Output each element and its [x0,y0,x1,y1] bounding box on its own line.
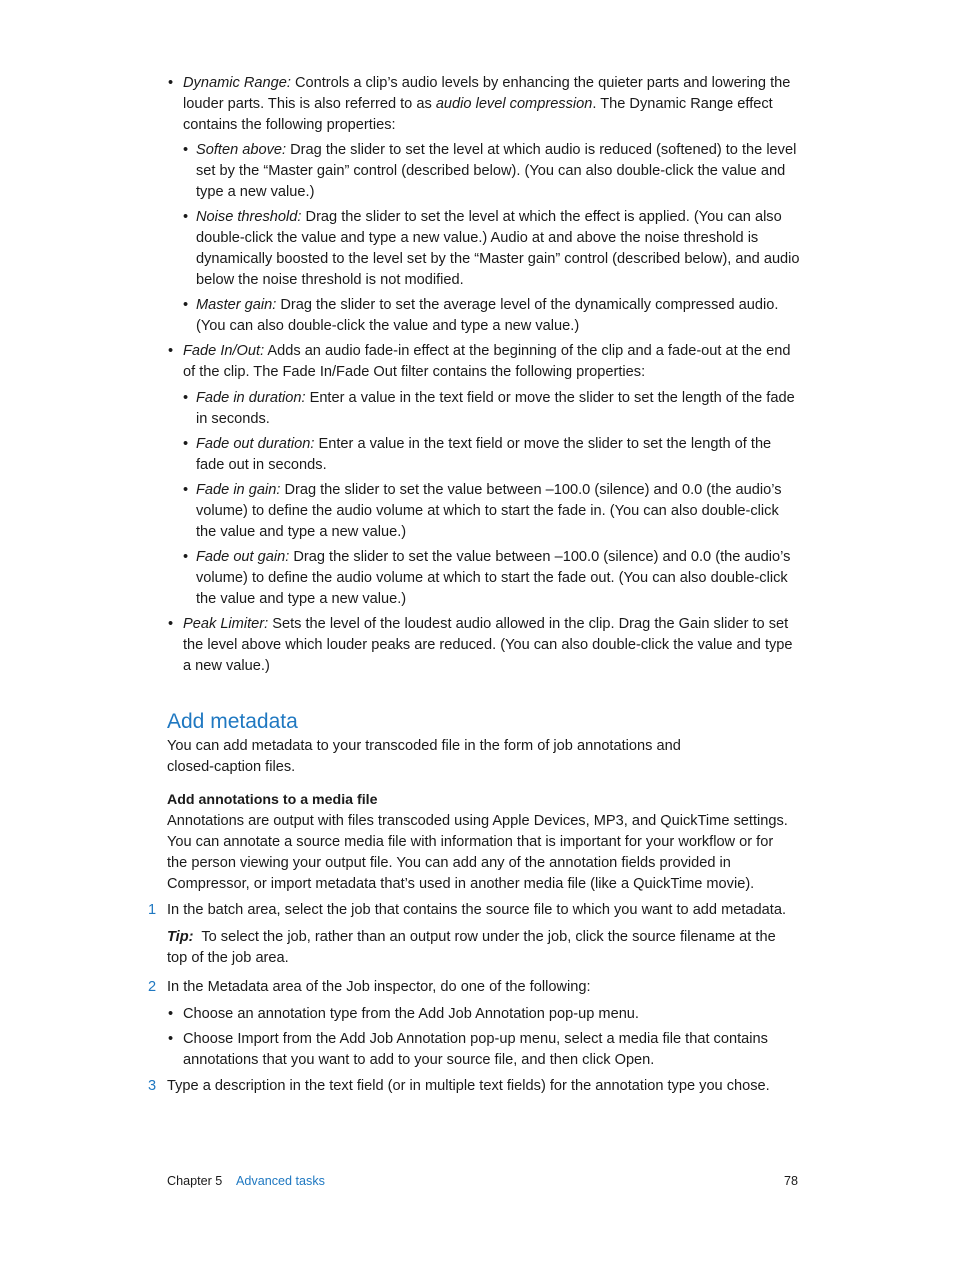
step-text: In the batch area, select the job that contains the source file to which you want to add metadata. [167,902,786,918]
term: Soften above: [196,142,287,158]
list-item-text: Fade In/Out: Adds an audio fade-in effect at the beginning of the clip and a fade-out at the end of the clip. The Fade In/Fade Out filter contains the following properties: [183,343,791,380]
bullet: • [168,75,174,91]
task-heading: Add annotations to a media file [167,792,378,808]
list-item-text: Fade out gain: Drag the slider to set the value between –100.0 (silence) and 0.0 (the audio’s volume) to define the audio volume at which to start the fade out. (You can also double-click the value and type a new value.) [196,549,791,607]
list-item-text: Noise threshold: Drag the slider to set the level at which the effect is applied. (You can also double-click the value and type a new value.) Audio at and above the noise threshold is dynamically boosted to the level set by the “Master gain” control (described below), and audio below the noise threshold is not modified. [196,209,800,288]
term: Fade out gain: [196,549,290,565]
bullet: • [183,436,189,452]
tip-text: To select the job, rather than an output row under the job, click the source filename at the top of the job area. [167,929,780,966]
term: Master gain: [196,297,277,313]
bullet: • [168,1006,174,1022]
bullet: • [168,1031,174,1047]
task-body: Annotations are output with files transcoded using Apple Devices, MP3, and QuickTime settings. You can annotate a source media file with information that is important for your workflow or for the person viewing your output file. You can add any of the annotation fields provided in Compressor, or import metadata that’s used in another media file (like a QuickTime movie). [167,813,788,892]
bullet: • [183,549,189,565]
term: Peak Limiter: [183,616,269,632]
list-item-text: Dynamic Range: Controls a clip’s audio levels by enhancing the quieter parts and lowering the louder parts. This is also referred to as audio level compression. The Dynamic Range effect contains the following properties: [183,75,791,133]
tip [167,927,797,969]
list-item-text: Fade out duration: Enter a value in the text field or move the slider to set the length of the fade out in seconds. [196,436,772,473]
step-number: 2 [148,979,157,995]
list-item-text: Choose Import from the Add Job Annotation pop-up menu, select a media file that contains annotations that you want to add to your source file, and then click Open. [183,1031,768,1068]
list-item-text: Peak Limiter: Sets the level of the loudest audio allowed in the clip. Drag the Gain slider to set the level above which louder peaks are reduced. (You can also double-click the value and type a new value.) [183,616,793,674]
list-item-text: Soften above: Drag the slider to set the level at which audio is reduced (softened) to the level set by the “Master gain” control (described below). (You can also double-click the value and type a new value.) [196,142,797,200]
list-item-text: Fade in gain: Drag the slider to set the value between –100.0 (silence) and 0.0 (the audio’s volume) to define the audio volume at which to start the fade in. (You can also double-click the value and type a new value.) [196,482,782,540]
bullet: • [183,390,189,406]
list-item-text: Fade in duration: Enter a value in the text field or move the slider to set the length of the fade in seconds. [196,390,795,427]
footer-chapter: Chapter 5 [167,1174,223,1188]
bullet: • [183,297,189,313]
term: Fade in gain: [196,482,281,498]
term: Fade In/Out: [183,343,265,359]
bullet: • [168,616,174,632]
tip-label: Tip: [167,929,194,945]
term: Dynamic Range: [183,75,291,91]
step-number: 1 [148,902,157,918]
footer-chapter-link[interactable]: Advanced tasks [236,1174,325,1188]
list-item-text: Choose an annotation type from the Add Job Annotation pop-up menu. [183,1006,639,1022]
page-number: 78 [784,1174,799,1188]
term: Noise threshold: [196,209,302,225]
bullet: • [183,209,189,225]
bullet: • [183,482,189,498]
list-item-text: Master gain: Drag the slider to set the average level of the dynamically compressed audio. (You can also double-click the value and type a new value.) [196,297,779,334]
section-heading: Add metadata [167,710,298,733]
term: Fade in duration: [196,390,306,406]
bullet: • [168,343,174,359]
section-intro: You can add metadata to your transcoded file in the form of job annotations and closed-caption files. [167,738,681,775]
bullet: • [183,142,189,158]
step-number: 3 [148,1078,157,1094]
step-text: In the Metadata area of the Job inspector, do one of the following: [167,979,591,995]
step-text: Type a description in the text field (or in multiple text fields) for the annotation type you chose. [167,1078,770,1094]
term: Fade out duration: [196,436,315,452]
